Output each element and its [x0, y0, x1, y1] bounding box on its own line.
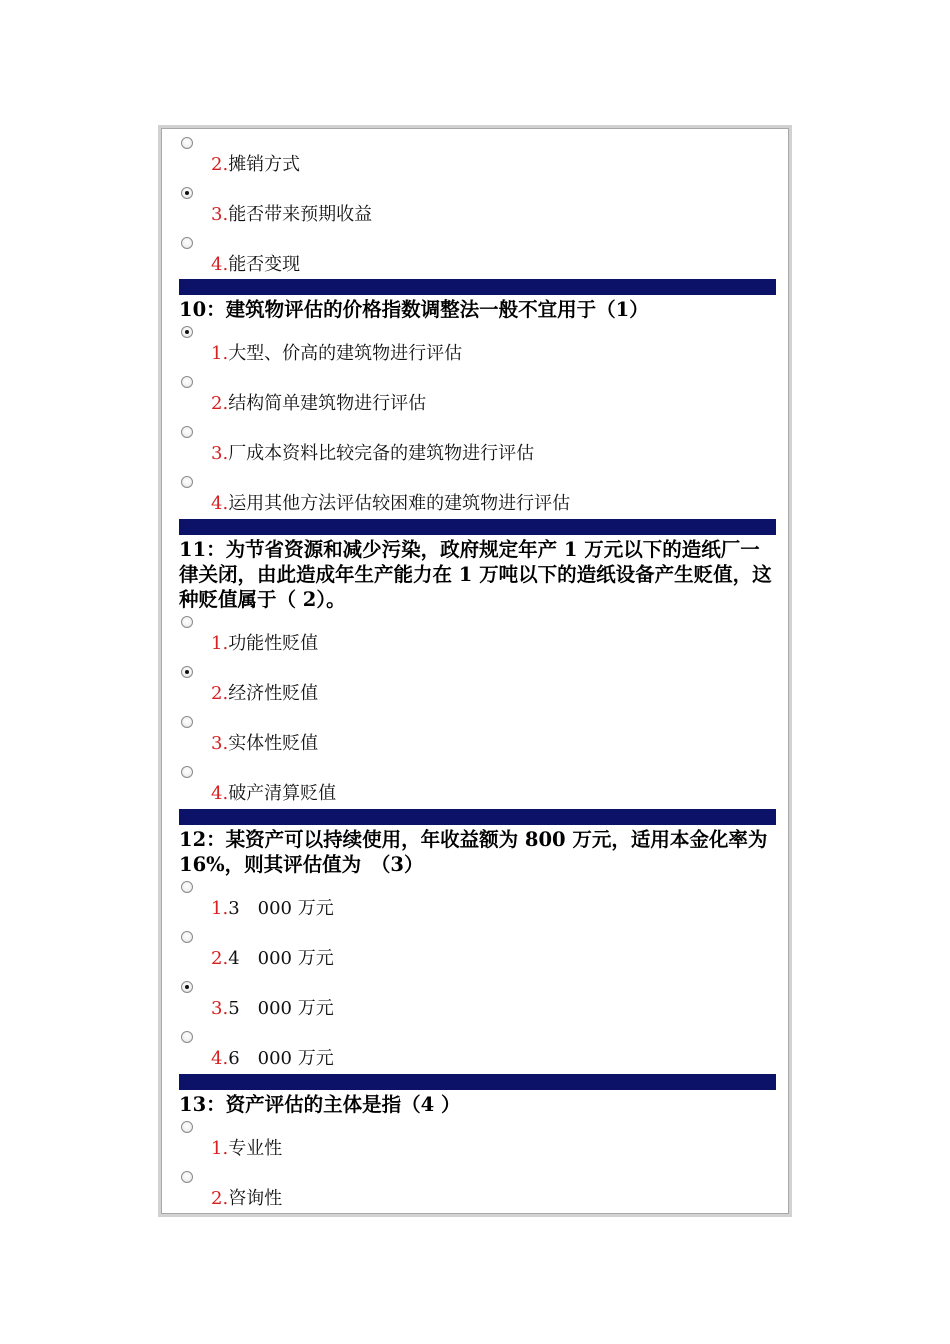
option-row[interactable] — [179, 877, 776, 927]
question-11 — [179, 519, 776, 812]
option-label: 3.能否带来预期收益 — [211, 204, 373, 225]
radio-button[interactable] — [181, 981, 193, 993]
radio-button[interactable] — [181, 666, 193, 678]
question-divider-bar — [179, 519, 776, 535]
option-row[interactable] — [179, 662, 776, 712]
option-row[interactable] — [179, 977, 776, 1027]
option-label: 2.4 000 万元 — [211, 948, 334, 969]
question-13 — [179, 1074, 776, 1214]
option-label: 4.运用其他方法评估较困难的建筑物进行评估 — [211, 493, 571, 514]
radio-button[interactable] — [181, 1171, 193, 1183]
option-row[interactable] — [179, 233, 776, 283]
question-divider-bar — [179, 279, 776, 295]
radio-button[interactable] — [181, 766, 193, 778]
radio-button[interactable] — [181, 716, 193, 728]
radio-button[interactable] — [181, 326, 193, 338]
question-divider-bar — [179, 1074, 776, 1090]
option-row[interactable] — [179, 762, 776, 812]
quiz-panel — [161, 128, 789, 1214]
question-text: 11：为节省资源和减少污染，政府规定年产 1 万元以下的造纸厂一律关闭，由此造成年生产能力在 1 万吨以下的造纸设备产生贬值，这种贬值属于（ 2）。 — [179, 538, 772, 611]
option-row[interactable] — [179, 472, 776, 522]
option-label: 1.3 000 万元 — [211, 898, 334, 919]
option-label: 3.5 000 万元 — [211, 998, 334, 1019]
option-row[interactable] — [179, 322, 776, 372]
quiz-frame — [158, 125, 792, 1217]
radio-button[interactable] — [181, 1031, 193, 1043]
option-row[interactable] — [179, 1117, 776, 1167]
option-row[interactable] — [179, 1027, 776, 1077]
option-row[interactable] — [179, 422, 776, 472]
option-label: 2.经济性贬值 — [211, 683, 319, 704]
radio-button[interactable] — [181, 376, 193, 388]
option-row[interactable] — [179, 927, 776, 977]
radio-button[interactable] — [181, 187, 193, 199]
option-label: 3.实体性贬值 — [211, 733, 319, 754]
question-divider-bar — [179, 809, 776, 825]
option-row[interactable] — [179, 183, 776, 233]
option-label: 1.大型、价高的建筑物进行评估 — [211, 343, 463, 364]
option-label: 4.能否变现 — [211, 254, 301, 275]
option-row[interactable] — [179, 372, 776, 422]
radio-button[interactable] — [181, 426, 193, 438]
question-text: 13：资产评估的主体是指（4 ） — [179, 1093, 461, 1116]
question-9-options — [179, 133, 776, 283]
option-label: 4.6 000 万元 — [211, 1048, 334, 1069]
radio-button[interactable] — [181, 881, 193, 893]
option-label: 2.咨询性 — [211, 1188, 283, 1209]
question-10 — [179, 279, 776, 522]
radio-button[interactable] — [181, 137, 193, 149]
option-label: 2.结构简单建筑物进行评估 — [211, 393, 427, 414]
option-label: 3.厂成本资料比较完备的建筑物进行评估 — [211, 443, 535, 464]
question-text: 10：建筑物评估的价格指数调整法一般不宜用于（1） — [179, 298, 649, 321]
question-text: 12：某资产可以持续使用，年收益额为 800 万元，适用本金化率为 16%，则其评估值为 （3） — [179, 828, 768, 876]
option-row[interactable] — [179, 712, 776, 762]
radio-button[interactable] — [181, 616, 193, 628]
option-label: 2.摊销方式 — [211, 154, 301, 175]
radio-button[interactable] — [181, 931, 193, 943]
option-row[interactable] — [179, 612, 776, 662]
option-row[interactable] — [179, 133, 776, 183]
radio-button[interactable] — [181, 237, 193, 249]
radio-button[interactable] — [181, 1121, 193, 1133]
option-label: 1.功能性贬值 — [211, 633, 319, 654]
option-label: 1.专业性 — [211, 1138, 283, 1159]
question-12 — [179, 809, 776, 1077]
option-row[interactable] — [179, 1167, 776, 1214]
option-label: 4.破产清算贬值 — [211, 783, 337, 804]
radio-button[interactable] — [181, 476, 193, 488]
